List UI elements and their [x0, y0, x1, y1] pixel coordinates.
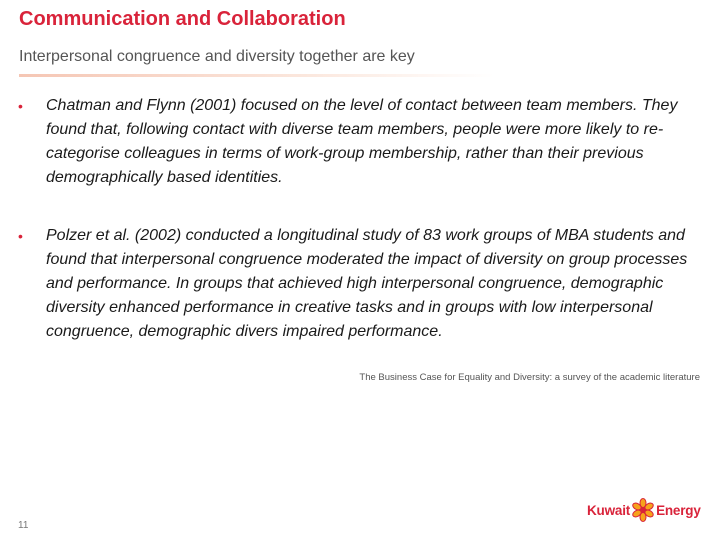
logo-text-kuwait: Kuwait — [587, 502, 631, 518]
bullet-text: Chatman and Flynn (2001) focused on the level of contact between team members. They found that, following contact with diverse team members, people were more likely to re-categorise colleagues in terms of work-group membership, rather than their previous demographically based identities. — [46, 97, 678, 186]
bullet-text: Polzer et al. (2002) conducted a longitudinal study of 83 work groups of MBA students and found that interpersonal congruence moderated the impact of diversity on group processes and performance. In groups that achieved high interpersonal congruence, demographic diversity enhanced performance in creative tasks and in groups with low interpersonal congruence, demographic divers impaired performance. — [46, 227, 688, 340]
title-divider — [19, 74, 494, 77]
bullet-item — [18, 94, 688, 190]
source-citation: The Business Case for Equality and Diversity: a survey of the academic literature — [359, 372, 700, 383]
flower-icon — [631, 498, 655, 522]
bullet-list — [18, 94, 688, 344]
bullet-icon: • — [18, 228, 23, 244]
logo-text-energy: Energy — [656, 502, 701, 518]
bullet-item — [18, 224, 688, 344]
slide-subtitle: Interpersonal congruence and diversity together are key — [19, 48, 415, 65]
bullet-icon: • — [18, 98, 23, 114]
slide-title: Communication and Collaboration — [19, 8, 346, 30]
kuwait-energy-logo — [587, 497, 712, 523]
page-number: 11 — [18, 520, 29, 531]
